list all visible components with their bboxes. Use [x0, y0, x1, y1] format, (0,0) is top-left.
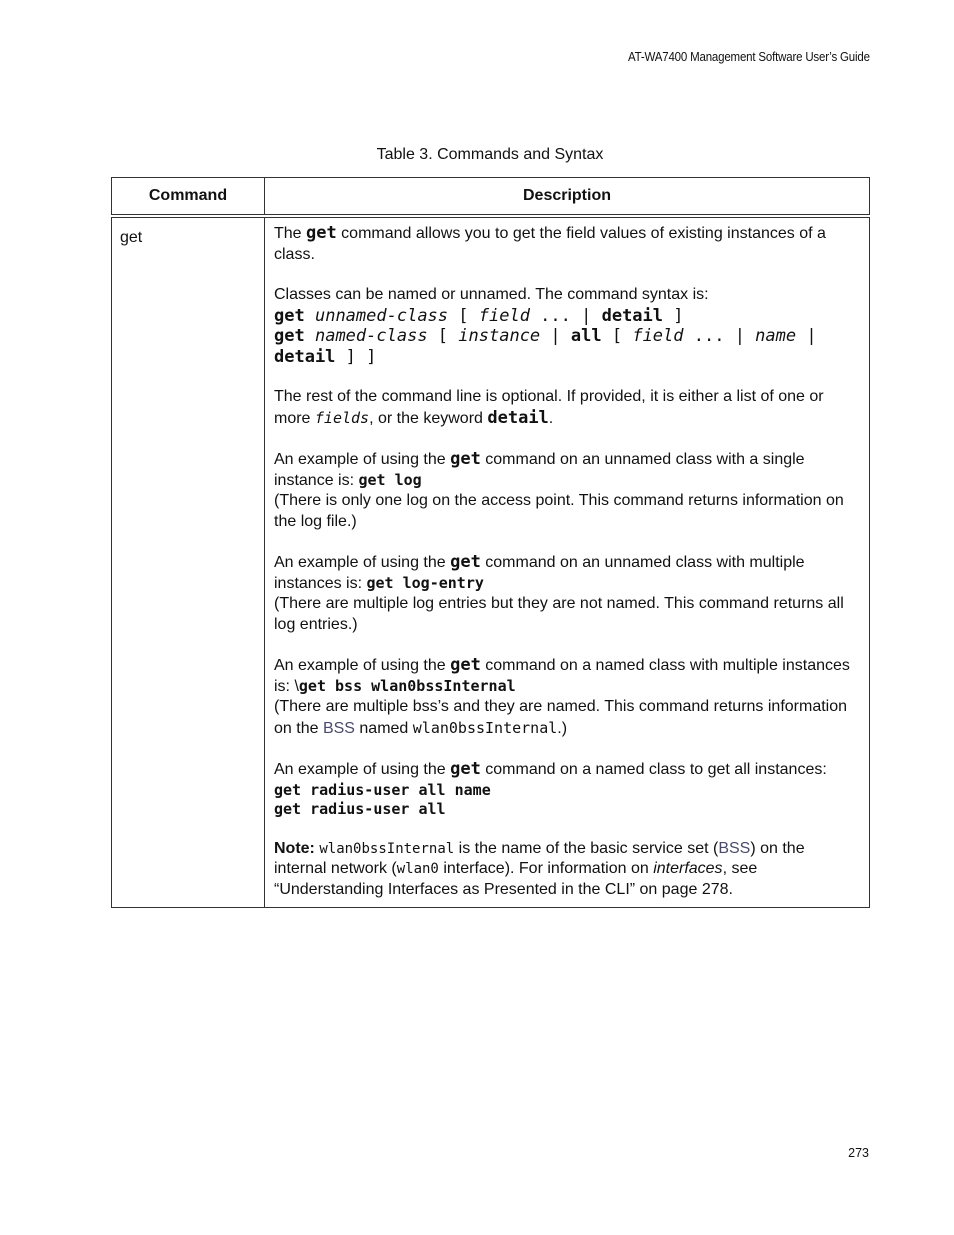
text: named: [354, 719, 413, 737]
text: ) on the internal network (: [274, 839, 805, 877]
text: , or the keyword: [369, 409, 488, 427]
description-cell: [265, 216, 870, 908]
example-command: get log: [358, 470, 422, 489]
keyword-get: get: [450, 449, 481, 469]
arg-field: field: [478, 305, 530, 326]
keyword-get: get: [274, 305, 305, 326]
column-header-description: Description: [265, 178, 870, 217]
bss-name: wlan0bssInternal: [319, 840, 455, 857]
syntax-paragraph: [274, 285, 859, 367]
arg-fields: fields: [314, 408, 370, 427]
bss-term: BSS: [322, 719, 355, 737]
example-note: (There are multiple bss’s and they are named. This command returns information on the: [274, 698, 848, 737]
cross-reference: , see “Understanding Interfaces as Presented in the CLI” on page 278.: [274, 860, 758, 898]
arg-unnamed-class: unnamed-class: [314, 305, 449, 326]
text: command on an unnamed class with a single instance is:: [274, 451, 805, 489]
interfaces-term: interfaces: [653, 860, 723, 877]
text: An example of using the: [274, 554, 451, 571]
text: |: [796, 326, 817, 346]
bss-name: wlan0bssInternal: [412, 718, 558, 737]
keyword-detail: detail: [274, 346, 336, 367]
text: The rest of the command line is optional. If provided, it is either a list of one or more: [274, 388, 824, 427]
text: command on a named class with multiple instances is:: [274, 657, 850, 695]
table-header-row: [112, 178, 870, 217]
interface-name: wlan0: [396, 861, 439, 877]
text: |: [540, 326, 571, 346]
column-header-command: Command: [112, 178, 265, 217]
keyword-get: get: [450, 552, 481, 572]
text: interface). For information on: [438, 860, 654, 877]
text: An example of using the: [274, 761, 451, 778]
text: ]: [663, 305, 684, 326]
arg-field: field: [632, 326, 684, 346]
keyword-detail: detail: [487, 407, 549, 428]
keyword-get: get: [306, 223, 337, 243]
example-command: get radius-user all name: [274, 780, 491, 799]
bss-term: BSS: [718, 839, 751, 857]
note-paragraph: [274, 839, 859, 901]
example-command: get radius-user all: [274, 799, 446, 818]
text: ... |: [683, 326, 756, 346]
keyword-detail: detail: [601, 305, 664, 326]
text: The: [274, 225, 307, 242]
running-header: AT-WA7400 Management Software User’s Guide: [628, 50, 870, 64]
keyword-all: all: [570, 326, 602, 346]
keyword-get: get: [450, 655, 481, 675]
example-note: (There are multiple log entries but they are not named. This command returns all log entries.): [274, 595, 844, 633]
text: .: [548, 409, 554, 427]
text: command on an unnamed class with multiple instances is:: [274, 554, 805, 592]
example-command: get bss wlan0bssInternal: [298, 676, 516, 695]
table-caption: Table 3. Commands and Syntax: [376, 146, 604, 163]
description-paragraph: [274, 387, 859, 429]
text: is the name of the basic service set (: [454, 839, 719, 857]
note-label: Note:: [274, 839, 315, 857]
example-note: (There is only one log on the access point. This command returns information on the log file.): [274, 492, 844, 530]
arg-instance: instance: [458, 326, 541, 346]
keyword-get: get: [450, 759, 481, 779]
command-cell: get: [112, 216, 265, 908]
table-row: [112, 216, 870, 908]
commands-table: [111, 177, 870, 908]
example-command: get log-entry: [366, 573, 484, 592]
text: [: [601, 326, 633, 346]
text: An example of using the: [274, 451, 451, 468]
example-paragraph: [274, 759, 859, 819]
syntax-line-unnamed: [274, 306, 859, 327]
text: \: [294, 677, 299, 695]
text: ... |: [529, 305, 602, 326]
arg-name: name: [755, 326, 797, 346]
text: command allows you to get the field values of existing instances of a class.: [274, 225, 826, 263]
text: command on a named class to get all instances:: [480, 761, 827, 778]
syntax-intro: Classes can be named or unnamed. The command syntax is:: [274, 286, 709, 303]
keyword-get: get: [274, 326, 305, 346]
text: [: [427, 326, 459, 346]
example-paragraph: [274, 552, 859, 635]
example-paragraph: [274, 655, 859, 739]
text: [: [448, 305, 479, 326]
page-number: 273: [848, 1146, 869, 1160]
syntax-line-named: [274, 326, 859, 367]
description-paragraph: [274, 223, 859, 265]
arg-named-class: named-class: [314, 326, 428, 346]
text: .): [557, 719, 568, 737]
example-paragraph: [274, 449, 859, 532]
text: An example of using the: [274, 657, 451, 674]
text: ] ]: [335, 346, 377, 367]
